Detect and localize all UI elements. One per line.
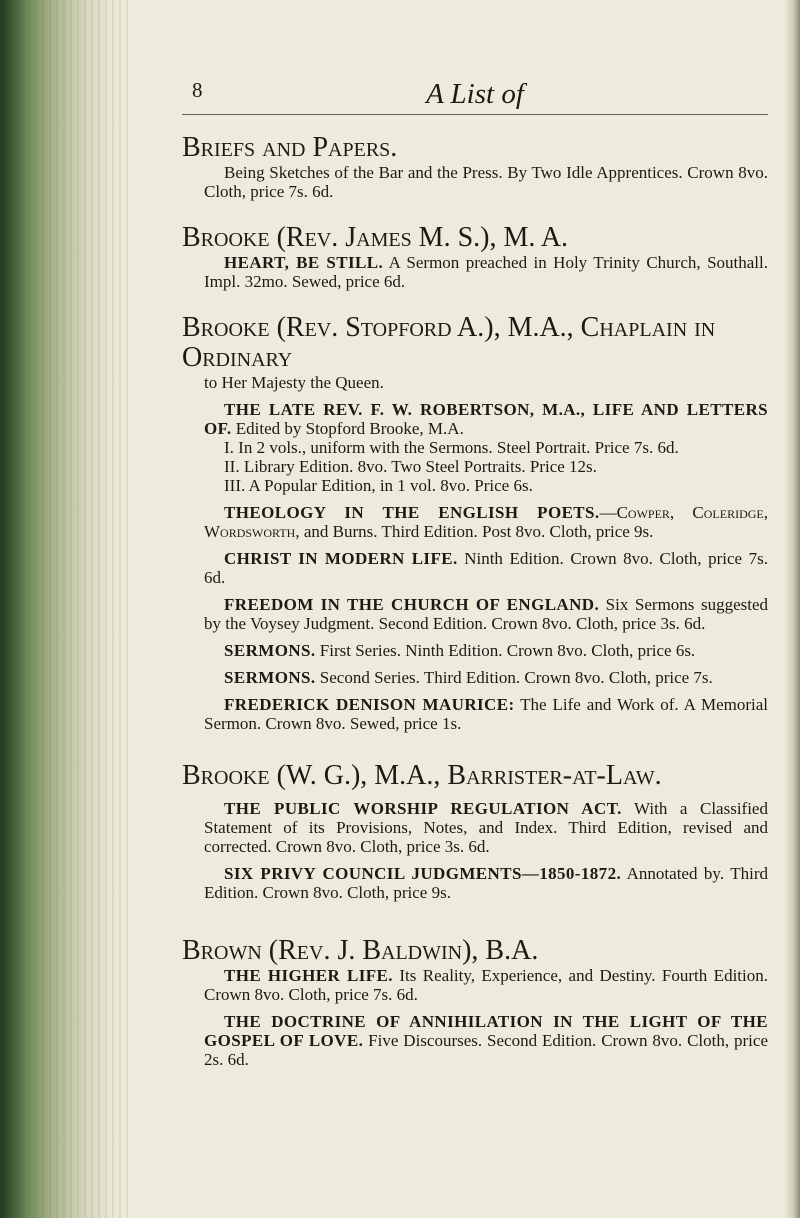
page-header: [182, 66, 768, 115]
work-listing: THE PUBLIC WORSHIP REGULATION ACT. With a Classified Statement of its Provisions, Notes, and Index. Third Edition, revised and corrected. Crown 8vo. Cloth, price 3s. 6d.: [204, 799, 768, 856]
work-title: SIX PRIVY COUNCIL JUDGMENTS—1850-1872.: [224, 864, 622, 883]
work-description: Being Sketches of the Bar and the Press. By Two Idle Apprentices. Crown 8vo. Cloth, price 7s. 6d.: [204, 163, 768, 201]
edition-item: III. A Popular Edition, in 1 vol. 8vo. Price 6s.: [224, 476, 533, 495]
work-title: FREDERICK DENISON MAURICE:: [224, 695, 515, 714]
entry-heading: Briefs and Papers.: [182, 132, 398, 163]
catalogue-entry: [182, 936, 768, 1069]
work-listing: THE HIGHER LIFE. Its Reality, Experience, and Destiny. Fourth Edition. Crown 8vo. Cloth, price 7s. 6d.: [204, 966, 768, 1004]
work-listing: SIX PRIVY COUNCIL JUDGMENTS—1850-1872. Annotated by. Third Edition. Crown 8vo. Cloth, price 9s.: [204, 864, 768, 902]
edition-list: [182, 438, 768, 495]
work-title: THE DOCTRINE OF ANNIHILATION IN THE LIGHT OF THE GOSPEL OF LOVE.: [204, 1012, 768, 1050]
page-edge-shadow: [784, 0, 800, 1218]
work-title: THE HIGHER LIFE.: [224, 966, 393, 985]
book-page: [182, 66, 768, 1069]
catalogue-entry: [182, 223, 768, 291]
work-title: FREEDOM IN THE CHURCH OF ENGLAND.: [224, 595, 600, 614]
work-title: SERMONS.: [224, 641, 316, 660]
catalogue-entry: [182, 761, 768, 902]
work-listing: HEART, BE STILL. A Sermon preached in Holy Trinity Church, Southall. Impl. 32mo. Sewed, price 6d.: [204, 253, 768, 291]
work-listing: THEOLOGY IN THE ENGLISH POETS.—Cowper, Coleridge, Wordsworth, and Burns. Third Edition. Post 8vo. Cloth, price 9s.: [204, 503, 768, 541]
work-listing: THE DOCTRINE OF ANNIHILATION IN THE LIGHT OF THE GOSPEL OF LOVE. Five Discourses. Second Edition. Crown 8vo. Cloth, price 2s. 6d.: [204, 1012, 768, 1069]
entry-heading: Brooke (W. G.), M.A., Barrister-at-Law.: [182, 760, 662, 791]
work-listing: FREEDOM IN THE CHURCH OF ENGLAND. Six Sermons suggested by the Voysey Judgment. Second Edition. Crown 8vo. Cloth, price 3s. 6d.: [204, 595, 769, 633]
work-title: HEART, BE STILL.: [224, 253, 384, 272]
work-listing: CHRIST IN MODERN LIFE. Ninth Edition. Crown 8vo. Cloth, price 7s. 6d.: [204, 549, 768, 587]
book-binding-gutter: [0, 0, 128, 1218]
page-number: 8: [192, 78, 203, 102]
entry-heading-continued: to Her Majesty the Queen.: [204, 373, 384, 392]
work-title: THE LATE REV. F. W. ROBERTSON, M.A., LIFE AND LETTERS OF.: [204, 400, 768, 438]
edition-item: II. Library Edition. 8vo. Two Steel Portraits. Price 12s.: [224, 457, 597, 476]
entry-heading: Brown (Rev. J. Baldwin), B.A.: [182, 935, 539, 966]
running-title: A List of: [426, 78, 524, 110]
catalogue-entry: [182, 313, 768, 733]
edition-item: I. In 2 vols., uniform with the Sermons. Steel Portrait. Price 7s. 6d.: [224, 438, 679, 457]
entry-heading: Brooke (Rev. James M. S.), M. A.: [182, 222, 569, 253]
catalogue-entry: [182, 133, 768, 201]
work-listing: SERMONS. Second Series. Third Edition. Crown 8vo. Cloth, price 7s.: [224, 668, 713, 687]
work-title: THE PUBLIC WORSHIP REGULATION ACT.: [224, 799, 622, 818]
work-listing: SERMONS. First Series. Ninth Edition. Crown 8vo. Cloth, price 6s.: [224, 641, 696, 660]
work-title: THEOLOGY IN THE ENGLISH POETS.: [224, 503, 600, 522]
work-listing: FREDERICK DENISON MAURICE: The Life and Work of. A Memorial Sermon. Crown 8vo. Sewed, price 1s.: [204, 695, 768, 733]
work-title: SERMONS.: [224, 668, 316, 687]
work-listing: THE LATE REV. F. W. ROBERTSON, M.A., LIFE AND LETTERS OF. Edited by Stopford Brooke, M.A.: [204, 400, 768, 438]
entry-heading: Brooke (Rev. Stopford A.), M.A., Chaplain in Ordinary: [182, 312, 716, 373]
work-title: CHRIST IN MODERN LIFE.: [224, 549, 458, 568]
